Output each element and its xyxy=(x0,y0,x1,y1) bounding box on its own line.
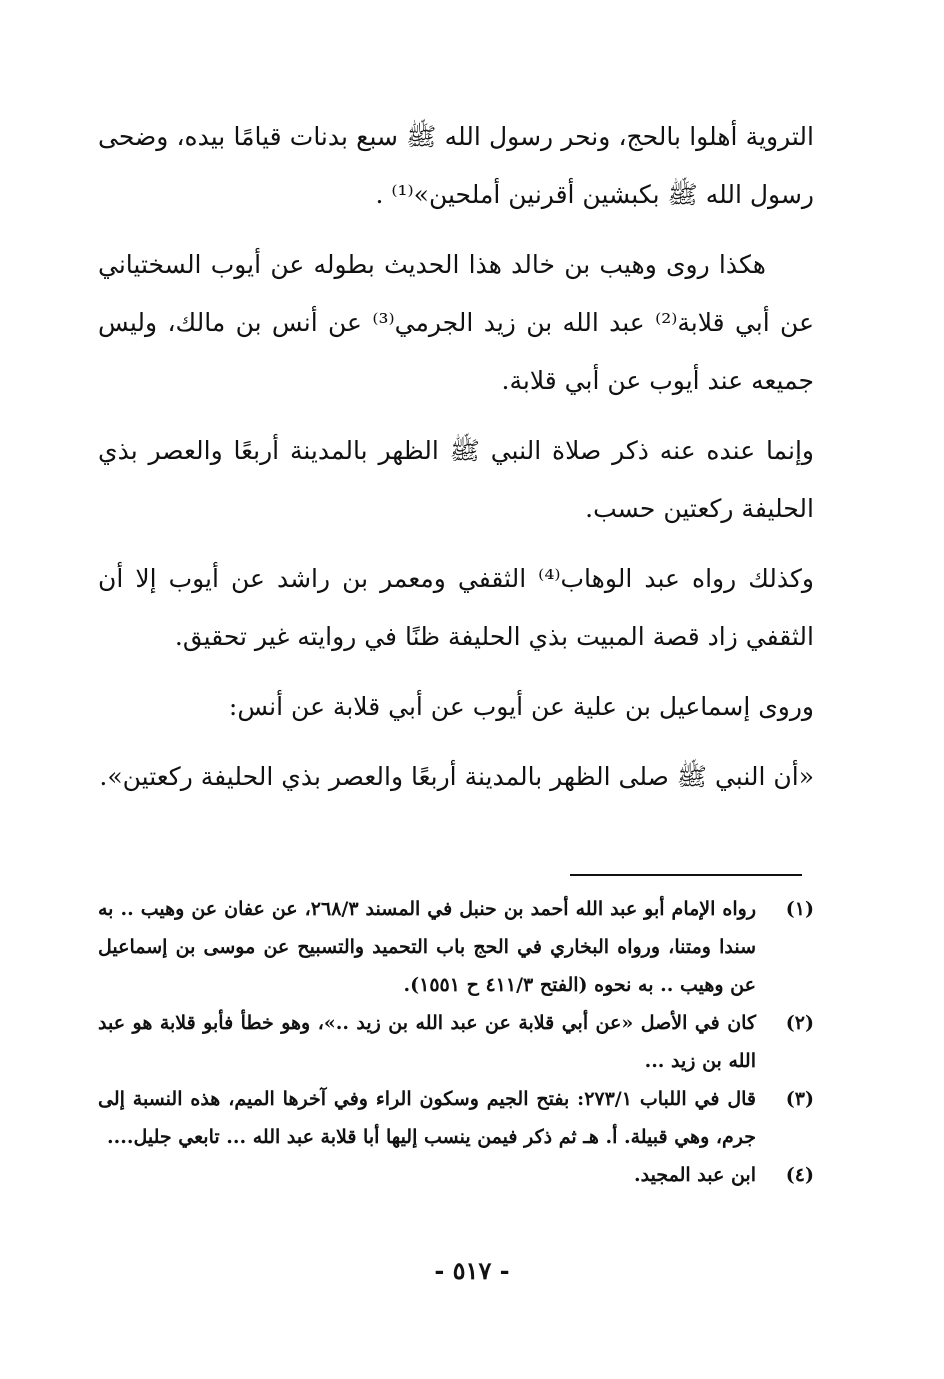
main-text xyxy=(98,108,814,818)
footnote-text: رواه الإمام أبو عبد الله أحمد بن حنبل في المسند ٢٦٨/٣، عن عفان عن وهيب .. به سندا ومتنا، ورواه البخاري في الحج باب التحميد والتسبيح عن موسى بن إسماعيل عن وهيب .. به نحوه (الفتح ٤١١/٣ ح ١٥٥١). xyxy=(98,898,756,996)
footnote-4 xyxy=(98,1156,814,1194)
footnote-number: (١) xyxy=(785,898,814,920)
paragraph-6: «أن النبي ﷺ صلى الظهر بالمدينة أربعًا والعصر بذي الحليفة ركعتين». xyxy=(99,762,814,791)
footnote-number: (٤) xyxy=(785,1164,814,1186)
footnote-number: (٢) xyxy=(785,1012,814,1034)
page-number: - ٥١٧ - xyxy=(434,1256,510,1285)
footnote-text: ابن عبد المجيد. xyxy=(634,1164,756,1186)
footnote-2 xyxy=(98,1004,814,1080)
footnotes xyxy=(98,890,814,1194)
footnote-1 xyxy=(98,890,814,1004)
footnote-3 xyxy=(98,1080,814,1156)
paragraph-5: وروى إسماعيل بن علية عن أيوب عن أبي قلابة عن أنس: xyxy=(228,692,814,721)
paragraph-3: وإنما عنده عنه ذكر صلاة النبي ﷺ الظهر بالمدينة أربعًا والعصر بذي الحليفة ركعتين حسب. xyxy=(98,436,814,523)
paragraph-1: التروية أهلوا بالحج، ونحر رسول الله ﷺ سبع بدنات قيامًا بيده، وضحى رسول الله ﷺ بكبشين أقرنين أملحين»⁽¹⁾ . xyxy=(98,122,814,209)
footnote-text: قال في اللباب ٢٧٣/١: بفتح الجيم وسكون الراء وفي آخرها الميم، هذه النسبة إلى جرم، وهي قبيلة. أ. هـ ثم ذكر فيمن ينسب إليها أبا قلابة عبد الله ... تابعي جليل.... xyxy=(98,1088,756,1148)
footnote-separator xyxy=(570,874,802,876)
paragraph-2: هكذا روى وهيب بن خالد هذا الحديث بطوله عن أيوب السختياني عن أبي قلابة⁽²⁾ عبد الله بن زيد الجرمي⁽³⁾ عن أنس بن مالك، وليس جميعه عند أيوب عن أبي قلابة. xyxy=(98,250,815,395)
footnote-text: كان في الأصل «عن أبي قلابة عن عبد الله بن زيد ..»، وهو خطأ فأبو قلابة هو عبد الله بن زيد ... xyxy=(98,1012,756,1072)
footnote-number: (٣) xyxy=(785,1088,814,1110)
paragraph-4: وكذلك رواه عبد الوهاب⁽⁴⁾ الثقفي ومعمر بن راشد عن أيوب إلا أن الثقفي زاد قصة المبيت بذي الحليفة ظنًا في روايته غير تحقيق. xyxy=(98,564,814,651)
